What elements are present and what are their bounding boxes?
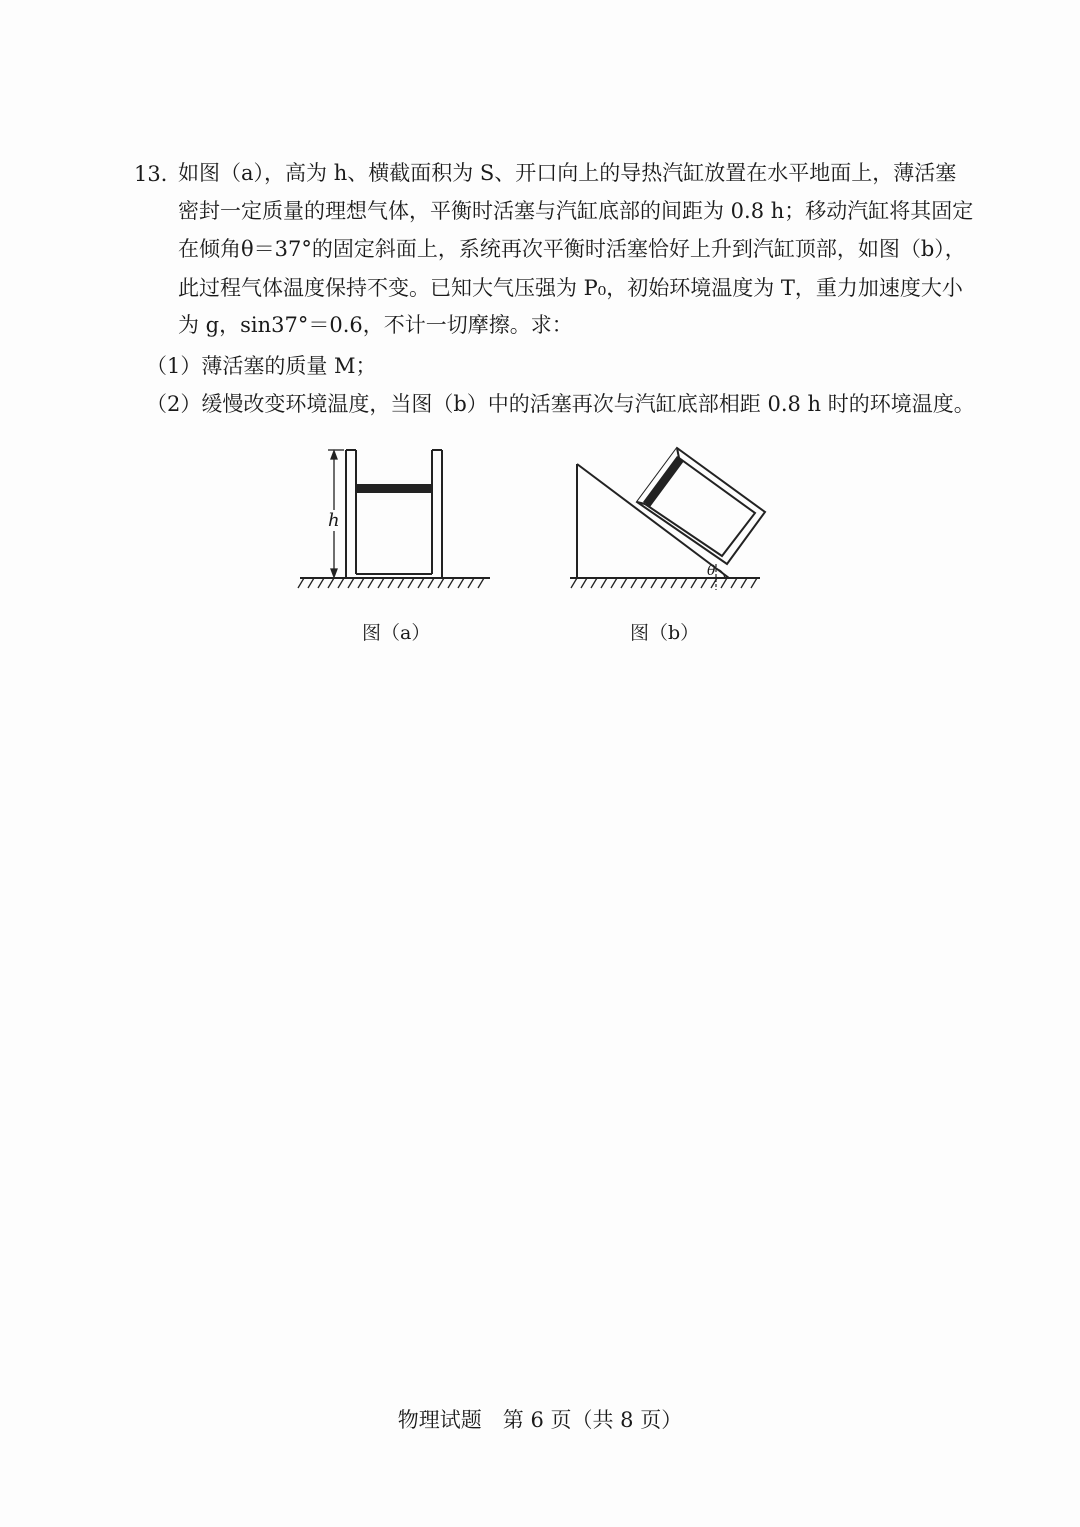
figure-a-caption: 图（a） [362, 622, 431, 644]
question-line-4: 此过程气体温度保持不变。已知大气压强为 P₀，初始环境温度为 T，重力加速度大小 [178, 276, 963, 300]
piston-a [356, 484, 432, 493]
ground-hatching-b [571, 578, 757, 588]
question-line-3: 在倾角θ＝37°的固定斜面上，系统再次平衡时活塞恰好上升到汽缸顶部，如图（b）， [178, 237, 966, 261]
figure-b-caption: 图（b） [630, 622, 700, 644]
question-number: 13． [134, 162, 182, 186]
cylinder-a [346, 450, 442, 578]
question-line-5: 为 g，sin37°＝0.6，不计一切摩擦。求： [178, 313, 573, 337]
question-line-1: 如图（a），高为 h、横截面积为 S、开口向上的导热汽缸放置在水平地面上，薄活塞 [178, 161, 957, 185]
height-label: h [328, 510, 340, 531]
sub-question-1: （1）薄活塞的质量 M； [146, 354, 377, 378]
question-line-2: 密封一定质量的理想气体，平衡时活塞与汽缸底部的间距为 0.8 h；移动汽缸将其固定 [178, 199, 974, 223]
page-footer: 物理试题 第 6 页（共 8 页） [397, 1408, 683, 1432]
ground-hatching-a [298, 578, 484, 588]
cylinder-b [637, 448, 765, 564]
figure-b-diagram [565, 440, 775, 600]
piston-b [643, 456, 684, 507]
angle-label: θ [707, 563, 716, 579]
sub-question-2: （2）缓慢改变环境温度，当图（b）中的活塞再次与汽缸底部相距 0.8 h 时的环境温度。 [146, 392, 975, 416]
figure-a-diagram [290, 440, 500, 600]
